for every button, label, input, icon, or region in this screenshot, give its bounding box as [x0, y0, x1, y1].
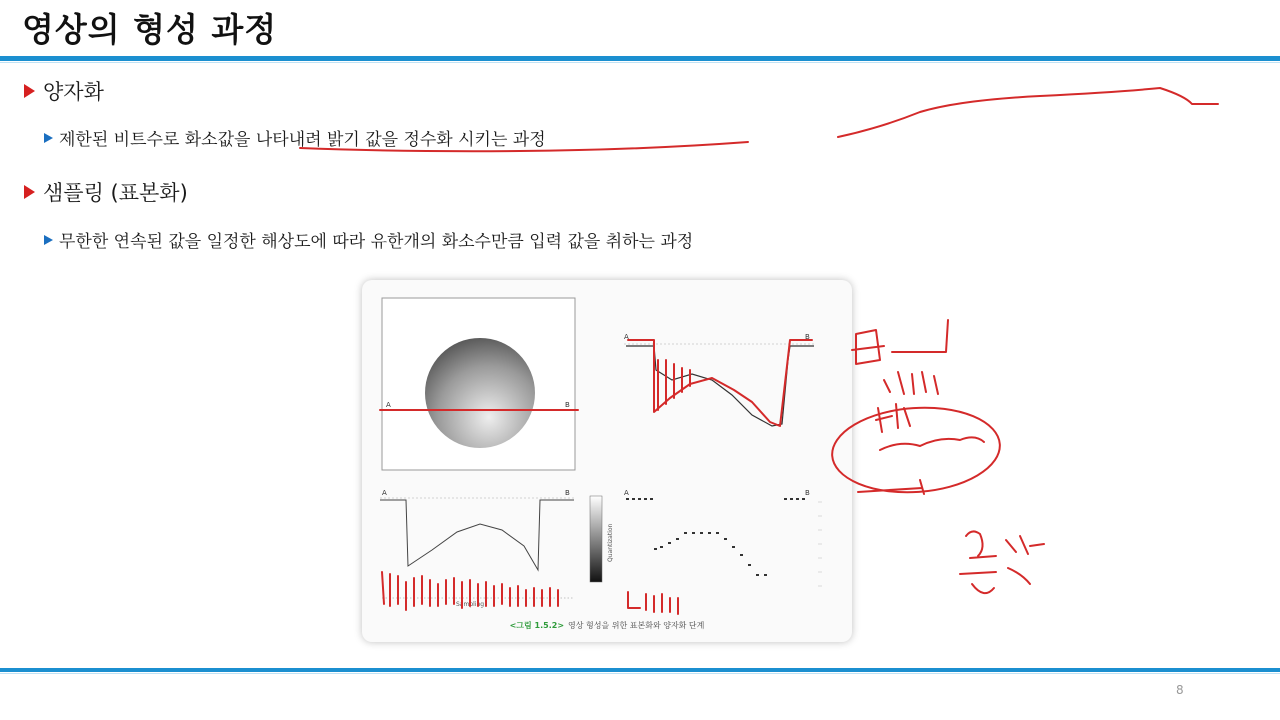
quantization-ticks: [818, 502, 822, 586]
page-number: 8: [1176, 683, 1184, 697]
label-a: A: [382, 489, 387, 497]
red-triangle-bullet-icon: [24, 185, 35, 199]
figure-caption: [362, 620, 852, 631]
blue-triangle-bullet-icon: [44, 133, 53, 143]
label-b: B: [565, 489, 570, 497]
bullet-quantization-detail: [44, 125, 546, 150]
bullet-detail: 제한된 비트수로 화소값을 나타내려 밝기 값을 정수화 시키는 과정: [59, 130, 546, 150]
bullet-quantization: [24, 76, 104, 106]
label-b: B: [565, 401, 570, 409]
bullet-heading: 샘플링 (표본화): [43, 181, 188, 205]
slide-title: 영상의 형성 과정: [22, 10, 278, 49]
long-curve-stroke: [838, 88, 1218, 137]
figure-caption-text: 영상 형성을 위한 표본화와 양자화 단계: [568, 621, 705, 630]
blue-triangle-bullet-icon: [44, 235, 53, 245]
bottom-divider-shadow: [0, 673, 1280, 674]
sphere: [425, 338, 535, 448]
bullet-sampling-detail: [44, 227, 693, 252]
scribble-6: [960, 531, 996, 593]
scribble-3: [876, 404, 910, 432]
scribble-5: [858, 480, 924, 494]
top-divider: [0, 56, 1280, 61]
scribble-2: [884, 372, 938, 394]
top-divider-shadow: [0, 62, 1280, 63]
figure-number: <그림 1.5.2>: [509, 621, 565, 630]
figure-illustration: [362, 280, 852, 642]
label-a: A: [624, 489, 629, 497]
intensity-profile: [626, 346, 814, 426]
scribble-4: [880, 437, 984, 450]
figure-sampling-quantization: [362, 280, 852, 642]
bullet-sampling: [24, 177, 188, 207]
label-b: B: [805, 333, 810, 341]
quantized-points: [626, 498, 805, 576]
grayscale-bar: [590, 496, 602, 582]
sampled-profile: [380, 500, 574, 570]
scribble-7: [1006, 536, 1044, 584]
red-triangle-bullet-icon: [24, 84, 35, 98]
circle-annotation: [829, 402, 1002, 498]
label-a: A: [624, 333, 629, 341]
axis-sampling: Sampling: [456, 601, 485, 608]
bottom-divider: [0, 668, 1280, 672]
label-b: B: [805, 489, 810, 497]
axis-quantization: Quantization: [607, 523, 614, 562]
scribble-1: [852, 320, 948, 364]
bullet-heading: 양자화: [43, 80, 104, 104]
bullet-detail: 무한한 연속된 값을 일정한 해상도에 따라 유한개의 화소수만큼 입력 값을 취하는 과정: [59, 232, 694, 252]
label-a: A: [386, 401, 391, 409]
